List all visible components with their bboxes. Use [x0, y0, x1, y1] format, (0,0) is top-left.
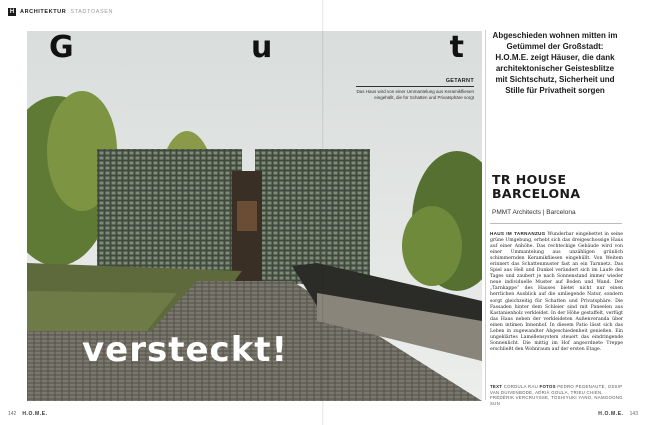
- title-divider: [490, 223, 622, 224]
- project-title: [492, 173, 622, 201]
- architect-name: PMMT Architects | Barcelona: [492, 209, 576, 216]
- subsection-label: STADTOASEN: [70, 9, 114, 15]
- magazine-name-left: H.O.M.E.: [22, 411, 48, 417]
- project-title-line1: TR HOUSE: [492, 172, 567, 187]
- headline-top: [27, 30, 482, 80]
- headline-letter: G: [49, 30, 74, 65]
- credit-text-value: CORDULA RAU: [503, 384, 539, 389]
- credit-photo-label: FOTOS: [539, 384, 556, 389]
- footer-right: [598, 411, 638, 417]
- column-divider: [485, 30, 486, 400]
- body-lead: HAUS IM TARNANZUG: [490, 231, 546, 236]
- magazine-name-right: H.O.M.E.: [598, 411, 624, 417]
- spread-fold: [322, 0, 324, 425]
- headline-letter: t: [449, 30, 464, 65]
- project-title-line2: BARCELONA: [492, 186, 581, 201]
- page-number-right: 143: [629, 411, 638, 417]
- headline-letter: u: [250, 30, 273, 65]
- caption-divider: [356, 86, 474, 87]
- credits: [490, 384, 623, 406]
- section-header: [8, 7, 113, 17]
- caption-text: Das Haus wird von einer Ummantelung aus Keramikfliesen eingehüllt, die für Schatten und Privatsphäre sorgt: [356, 89, 474, 100]
- headline-bottom: versteckt!: [82, 330, 289, 370]
- body-copy: Wunderbar eingebettet in seine grüne Umgebung, erhebt sich das dreigeschossige Haus auf einer Anhöhe. Das rechteckige Gebäude wird von einer Ummantelung aus unzähligen grünlich schimmernden Keramikfliesen eingehüllt. Von Weitem erinnert das Schattenmuster fast an ein Tarnnetz. Das Spiel aus Hell und Dunkel verändert sich im Laufe des Tages und zaubert je nach Sonnenstand immer wieder neue individuelle Muster auf Boden und Wand. Der „Tarnkappe“ des Hauses bietet nicht nur einen herrlichen Ausblick auf die umliegende Natur, sondern sorgt gleichzeitig für Schatten und Privatsphäre. Die Fassaden hinter dem Schleier sind mit Paneelen aus Kastanienholz verkleidet. In der Höhe gestaffelt, verfügt das Haus neben der verkleideten Außenveranda über einen intimen Innenhof. In diesem Patio lässt sich das Leben in zugewandter Abgeschiedenheit genießen. Ein ungeklärtes Lamellensystem steuert das eindringende Sonnenlicht. Die mittig im Hof angeordnete Treppe erschließt den Wohnraum auf der ersten Etage.: [490, 232, 623, 352]
- credit-photo-value: PEDRO PEGENAUTE, OSSIP VAN DUIVENBODE, ADRIÀ GOULA, TRIEU CHIEN, FRÉDÉRIK VERCRUYSSE, TOSHIYUKI YANO, NAMGOONG SUN: [490, 384, 623, 406]
- caption-title: GETARNT: [445, 78, 474, 84]
- page-number-left: 142: [8, 411, 17, 417]
- intro-text: Abgeschieden wohnen mitten im Getümmel der Großstadt: H.O.M.E. zeigt Häuser, die dank architektonischer Geistesblitze mit Sichtschutz, Sicherheit und Stille für Privatheit sorgen: [492, 31, 618, 95]
- credit-text-label: TEXT: [490, 384, 503, 389]
- magazine-badge: H: [9, 9, 15, 15]
- section-label: ARCHITEKTUR: [20, 9, 67, 15]
- footer-left: [8, 411, 48, 417]
- photo-caption: [356, 78, 474, 100]
- article-body: [490, 231, 623, 353]
